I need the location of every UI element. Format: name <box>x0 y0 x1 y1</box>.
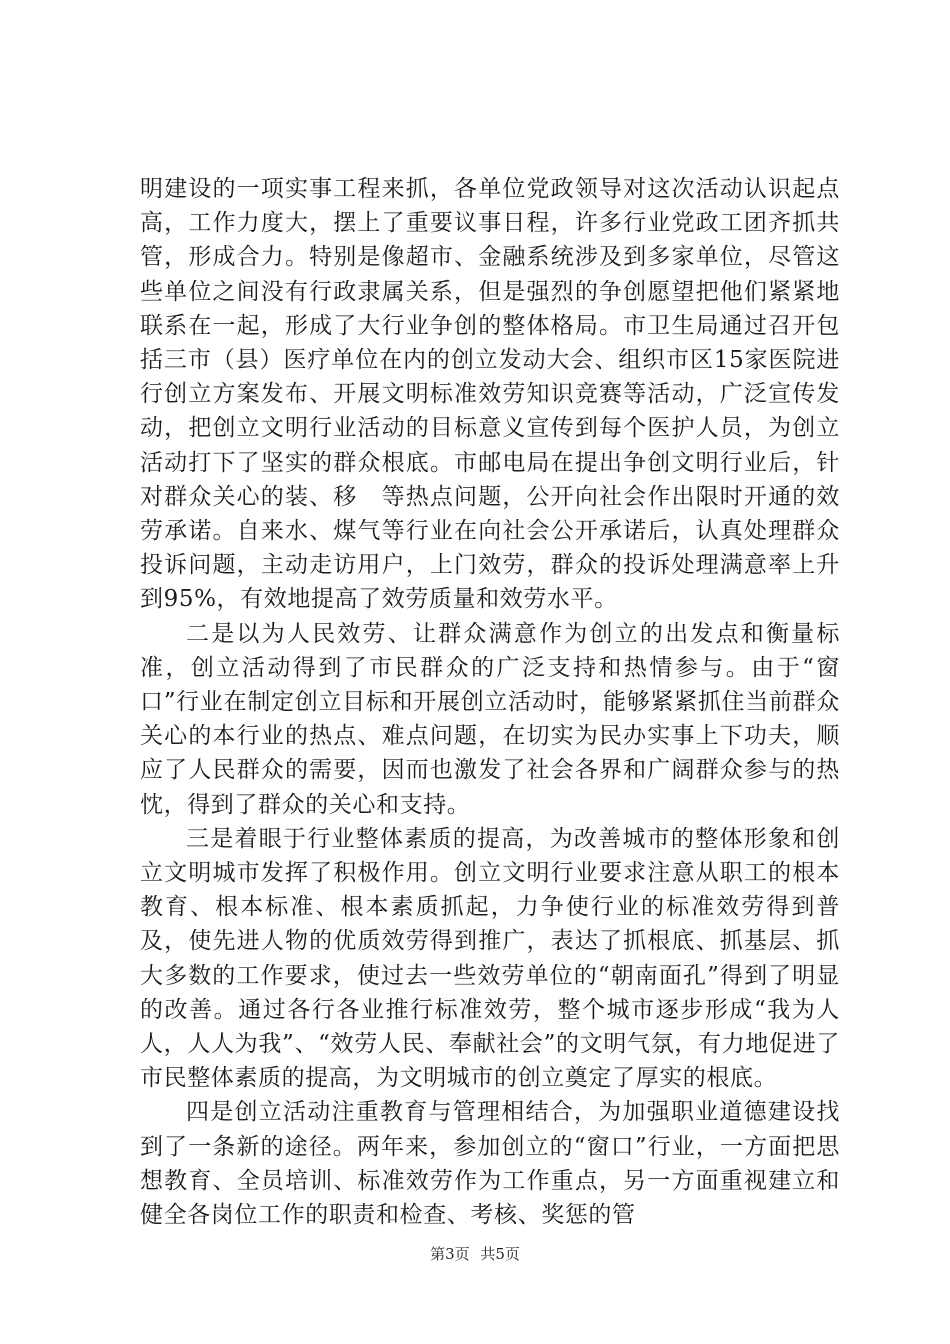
document-body <box>140 172 840 1232</box>
paragraph-point-three: 三是着眼于行业整体素质的提高，为改善城市的整体形象和创立文明城市发挥了积极作用。创立文明行业要求注意从职工的根本教育、根本标准、根本素质抓起，力争使行业的标准效劳得到普及，使先进人物的优质效劳得到推广，表达了抓根底、抓基层、抓大多数的工作要求，使过去一些效劳单位的“朝南面孔”得到了明显的改善。通过各行各业推行标准效劳，整个城市逐步形成“我为人人，人人为我”、“效劳人民、奉献社会”的文明气氛，有力地促进了市民整体素质的提高，为文明城市的创立奠定了厚实的根底。 <box>140 825 840 1092</box>
page-footer <box>0 1244 950 1264</box>
page-number-total: 共5页 <box>480 1245 520 1263</box>
page-number-current: 第3页 <box>430 1245 470 1263</box>
paragraph-continuation: 明建设的一项实事工程来抓，各单位党政领导对这次活动认识起点高，工作力度大，摆上了重要议事日程，许多行业党政工团齐抓共管，形成合力。特别是像超市、金融系统涉及到多家单位，尽管这些单位之间没有行政隶属关系，但是强烈的争创愿望把他们紧紧地联系在一起，形成了大行业争创的整体格局。市卫生局通过召开包括三市（县）医疗单位在内的创立发动大会、组织市区15家医院进行创立方案发布、开展文明标准效劳知识竞赛等活动，广泛宣传发动，把创立文明行业活动的目标意义宣传到每个医护人员，为创立活动打下了坚实的群众根底。市邮电局在提出争创文明行业后，针对群众关心的装、移 等热点问题，公开向社会作出限时开通的效劳承诺。自来水、煤气等行业在向社会公开承诺后，认真处理群众投诉问题，主动走访用户，上门效劳，群众的投诉处理满意率上升到95%，有效地提高了效劳质量和效劳水平。 <box>140 176 840 613</box>
paragraph-point-four: 四是创立活动注重教育与管理相结合，为加强职业道德建设找到了一条新的途径。两年来，参加创立的“窗口”行业，一方面把思想教育、全员培训、标准效劳作为工作重点，另一方面重视建立和健全各岗位工作的职责和检查、考核、奖惩的管 <box>140 1099 840 1229</box>
paragraph-point-two: 二是以为人民效劳、让群众满意作为创立的出发点和衡量标准，创立活动得到了市民群众的广泛支持和热情参与。由于“窗口”行业在制定创立目标和开展创立活动时，能够紧紧抓住当前群众关心的本行业的热点、难点问题，在切实为民办实事上下功夫，顺应了人民群众的需要，因而也激发了社会各界和广阔群众参与的热忱，得到了群众的关心和支持。 <box>140 620 840 818</box>
